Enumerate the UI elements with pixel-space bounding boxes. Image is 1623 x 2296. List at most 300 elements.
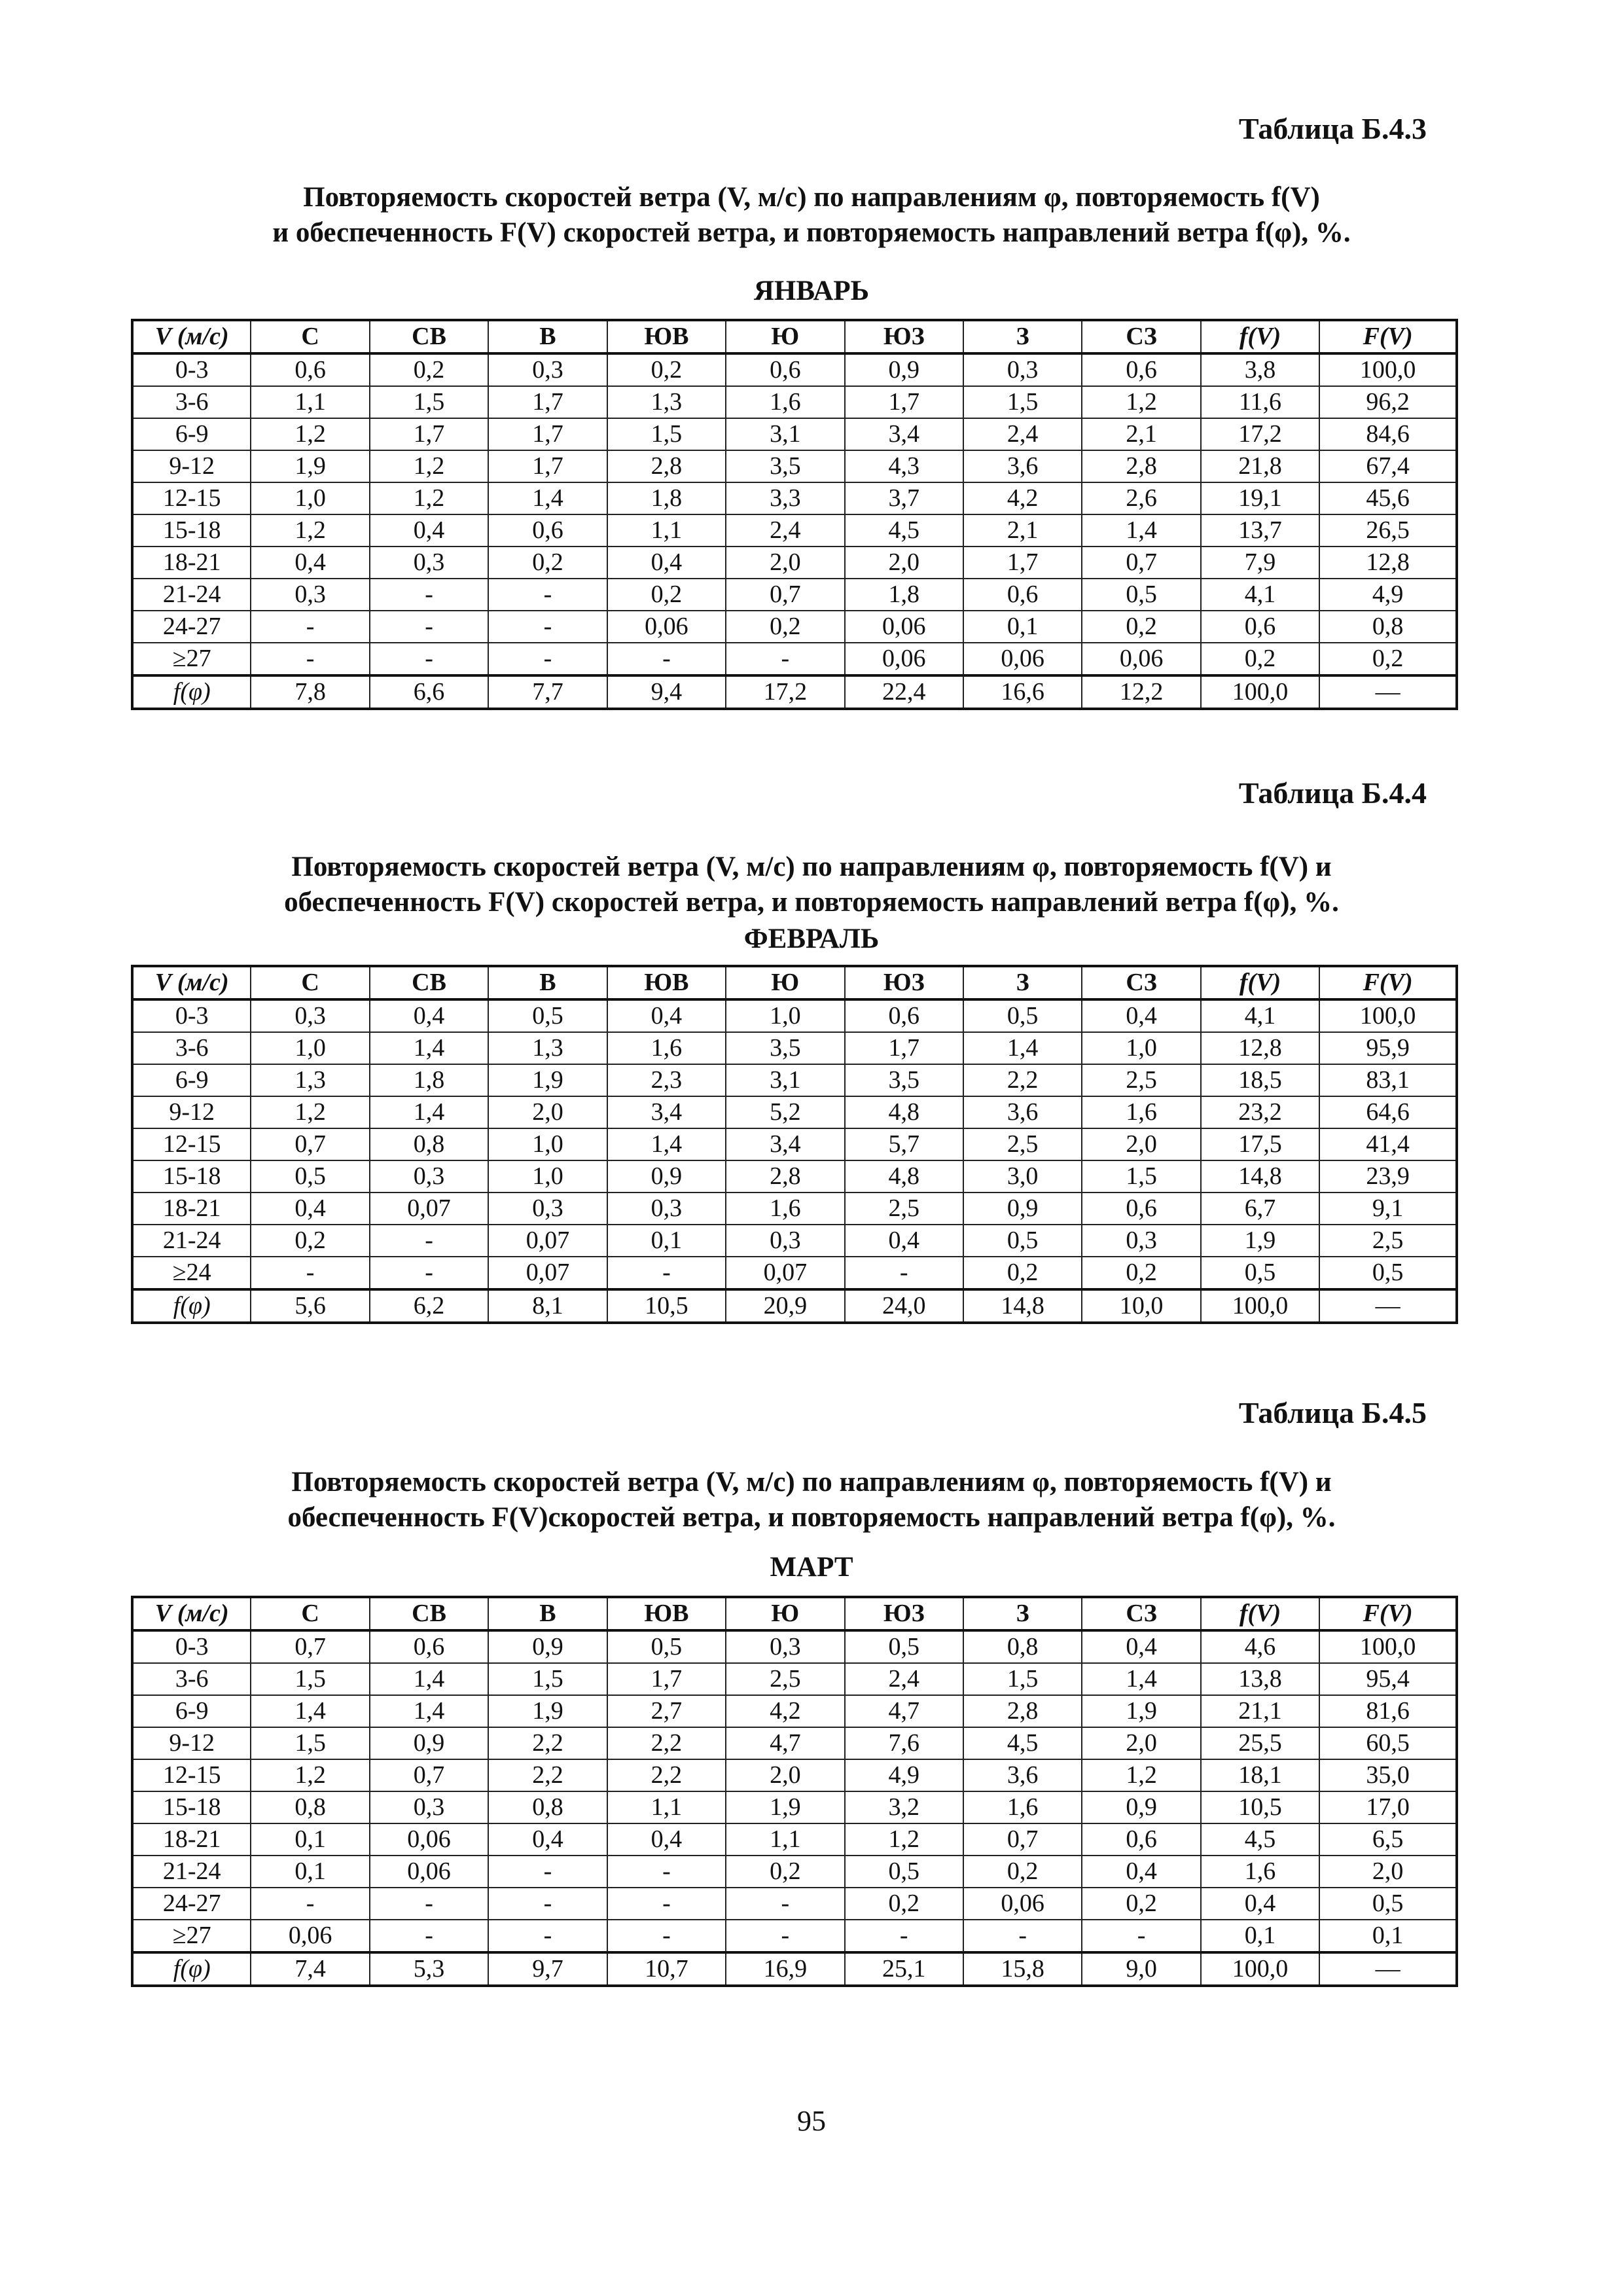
table-cell: 5,6 [251,1289,369,1323]
table-row [132,1663,1457,1695]
table-row [132,450,1457,482]
table-cell: 2,2 [963,1064,1082,1096]
table-cell: 0,4 [488,1823,607,1856]
table-cell: 7,8 [251,675,369,709]
table-cell: 1,4 [251,1695,369,1727]
table-cell: 9,1 [1319,1193,1457,1225]
table-cell: 0,4 [1082,999,1200,1032]
column-header: ЮЗ [845,1597,963,1630]
table-cell: 0,5 [845,1630,963,1663]
table-cell: 0,5 [1319,1257,1457,1289]
table-cell: 1,9 [251,450,369,482]
column-header: F(V) [1319,966,1457,999]
column-header: V (м/с) [132,1597,251,1630]
table-cell: 3,8 [1201,353,1319,386]
table-cell: 0,5 [1201,1257,1319,1289]
table-cell: 0,06 [963,1888,1082,1920]
speed-range-cell: 9-12 [132,1727,251,1759]
table-cell: 0,5 [1319,1888,1457,1920]
table-cell: - [845,1257,963,1289]
table-cell: 0,2 [963,1856,1082,1888]
speed-range-cell: 21-24 [132,1225,251,1257]
table-cell: 0,1 [963,611,1082,643]
table-cell: 1,4 [1082,1663,1200,1695]
caption-line: Повторяемость скоростей ветра (V, м/с) по направлениям φ, повторяемость f(V) и [291,1467,1332,1498]
table-cell: 2,1 [963,514,1082,547]
table-cell: 2,2 [607,1759,726,1791]
table-cell: - [251,643,369,675]
table-cell: 1,2 [251,1759,369,1791]
table-cell: 4,9 [845,1759,963,1791]
table-cell: 0,4 [370,999,488,1032]
table-cell: 2,0 [1082,1128,1200,1160]
table-cell: 10,7 [607,1952,726,1986]
table-cell: 16,9 [726,1952,844,1986]
table-cell: 4,9 [1319,579,1457,611]
table-cell: 0,07 [370,1193,488,1225]
table-cell: 10,5 [607,1289,726,1323]
table-cell: 3,6 [963,450,1082,482]
table-cell: 3,7 [845,482,963,514]
table-cell: 0,5 [963,999,1082,1032]
table-cell: 15,8 [963,1952,1082,1986]
column-header: f(V) [1201,320,1319,353]
table-cell: - [607,1257,726,1289]
table-cell: 0,06 [845,643,963,675]
table-cell: 3,1 [726,418,844,450]
table-cell: 0,9 [845,353,963,386]
column-header: С [251,320,369,353]
column-header: V (м/с) [132,320,251,353]
table-cell: 6,6 [370,675,488,709]
table-cell: 1,4 [963,1032,1082,1064]
table-cell: 7,6 [845,1727,963,1759]
table-cell: 0,6 [370,1630,488,1663]
table-cell: 4,1 [1201,999,1319,1032]
table-cell: 2,0 [1319,1856,1457,1888]
table-cell: 1,7 [488,386,607,418]
table-cell: - [251,1257,369,1289]
table-cell: 5,7 [845,1128,963,1160]
speed-range-cell: 12-15 [132,482,251,514]
row-label-cell: f(φ) [132,1289,251,1323]
table-cell: 3,5 [726,1032,844,1064]
table-cell: - [370,1920,488,1952]
speed-range-cell: 24-27 [132,611,251,643]
table-cell: - [1082,1920,1200,1952]
table-cell: 16,6 [963,675,1082,709]
table-cell: 9,4 [607,675,726,709]
table-row [132,1823,1457,1856]
table-cell: - [845,1920,963,1952]
table-cell: 13,7 [1201,514,1319,547]
table-header-row [132,320,1457,353]
table-cell: 1,1 [607,514,726,547]
speed-range-cell: ≥27 [132,643,251,675]
table-cell: 0,5 [845,1856,963,1888]
table-cell: 3,5 [845,1064,963,1096]
table-cell: 0,3 [1082,1225,1200,1257]
table-header-row [132,966,1457,999]
table-cell: 0,6 [251,353,369,386]
table-cell: 10,5 [1201,1791,1319,1823]
table-cell: 0,2 [370,353,488,386]
table-row [132,579,1457,611]
table-cell: 0,4 [845,1225,963,1257]
table-cell: 20,9 [726,1289,844,1323]
table-cell: 25,5 [1201,1727,1319,1759]
table-cell: 0,3 [251,579,369,611]
table-cell: 1,9 [488,1064,607,1096]
table-cell: - [963,1920,1082,1952]
caption-line: и обеспеченность F(V) скоростей ветра, и повторяемость направлений ветра f(φ), %. [272,217,1351,248]
table-cell: 81,6 [1319,1695,1457,1727]
table-cell: 17,0 [1319,1791,1457,1823]
table-row [132,1727,1457,1759]
table-cell: 0,9 [963,1193,1082,1225]
column-header: В [488,1597,607,1630]
table-row [132,1791,1457,1823]
table-cell: 0,4 [1082,1856,1200,1888]
row-label-cell: f(φ) [132,1952,251,1986]
caption-line: Повторяемость скоростей ветра (V, м/с) по направлениям φ, повторяемость f(V) и [291,852,1332,882]
table-cell: 1,6 [963,1791,1082,1823]
table-row [132,386,1457,418]
table-cell: 1,9 [1082,1695,1200,1727]
table-row [132,514,1457,547]
table-cell: 1,2 [1082,1759,1200,1791]
column-header: ЮВ [607,320,726,353]
table-cell: 6,2 [370,1289,488,1323]
table-cell: 0,2 [607,579,726,611]
table-row [132,1193,1457,1225]
table-cell: 1,4 [370,1663,488,1695]
table-cell: 0,2 [726,611,844,643]
table-cell: - [251,1888,369,1920]
table-row [132,999,1457,1032]
wind-table [131,1596,1458,1987]
table-cell: 1,5 [963,1663,1082,1695]
table-cell: 21,1 [1201,1695,1319,1727]
table-cell: 1,8 [370,1064,488,1096]
table-cell: 35,0 [1319,1759,1457,1791]
table-cell: 1,2 [845,1823,963,1856]
speed-range-cell: 0-3 [132,999,251,1032]
speed-range-cell: 15-18 [132,1160,251,1193]
table-cell: 17,2 [726,675,844,709]
table-cell: 0,6 [845,999,963,1032]
table-cell: 96,2 [1319,386,1457,418]
table-cell: 0,3 [726,1630,844,1663]
table-cell: 1,0 [726,999,844,1032]
table-cell: 3,0 [963,1160,1082,1193]
column-header: В [488,966,607,999]
table-cell: 0,9 [370,1727,488,1759]
table-cell: 1,7 [488,418,607,450]
table-cell: 1,5 [251,1727,369,1759]
table-cell: 0,8 [963,1630,1082,1663]
table-cell: 1,4 [1082,514,1200,547]
table-cell: 2,5 [1082,1064,1200,1096]
table-cell: 0,8 [1319,611,1457,643]
table-cell: 0,07 [726,1257,844,1289]
caption-line: обеспеченность F(V)скоростей ветра, и повторяемость направлений ветра f(φ), %. [287,1502,1336,1533]
table-cell: 2,1 [1082,418,1200,450]
table-cell: — [1319,1289,1457,1323]
table-cell: 4,1 [1201,579,1319,611]
table-cell: 1,7 [607,1663,726,1695]
table-cell: 3,3 [726,482,844,514]
table-cell: 0,7 [963,1823,1082,1856]
table-cell: 0,5 [1082,579,1200,611]
table-cell: 100,0 [1319,999,1457,1032]
table-cell: 0,06 [963,643,1082,675]
table-cell: 1,1 [726,1823,844,1856]
table-cell: 100,0 [1319,353,1457,386]
month-title: ЯНВАРЬ [753,276,870,306]
table-cell: 83,1 [1319,1064,1457,1096]
table-cell: 95,9 [1319,1032,1457,1064]
table-row [132,482,1457,514]
table-cell: 23,2 [1201,1096,1319,1128]
table-cell: 0,3 [370,1160,488,1193]
column-header: С [251,1597,369,1630]
table-row [132,643,1457,675]
column-header: f(V) [1201,966,1319,999]
table-cell: - [251,611,369,643]
table-cell: 1,5 [1082,1160,1200,1193]
wind-table [131,319,1458,710]
table-cell: 1,1 [251,386,369,418]
table-cell: 2,2 [488,1759,607,1791]
table-cell: 1,6 [607,1032,726,1064]
table-cell: 10,0 [1082,1289,1200,1323]
table-cell: 2,4 [845,1663,963,1695]
table-cell: 2,6 [1082,482,1200,514]
table-cell: 1,5 [251,1663,369,1695]
table-cell: 1,7 [370,418,488,450]
table-cell: 17,5 [1201,1128,1319,1160]
table-cell: 1,0 [251,482,369,514]
column-header: СЗ [1082,1597,1200,1630]
speed-range-cell: 21-24 [132,579,251,611]
table-cell: 1,5 [370,386,488,418]
table-cell: 25,1 [845,1952,963,1986]
speed-range-cell: 3-6 [132,1663,251,1695]
table-caption [157,1465,1466,1535]
speed-range-cell: ≥27 [132,1920,251,1952]
table-cell: 0,7 [1082,547,1200,579]
table-cell: 1,5 [488,1663,607,1695]
speed-range-cell: 6-9 [132,1695,251,1727]
column-header: СВ [370,320,488,353]
table-cell: 3,1 [726,1064,844,1096]
table-cell: 0,5 [607,1630,726,1663]
table-header-row [132,1597,1457,1630]
table-cell: - [488,643,607,675]
table-row [132,1128,1457,1160]
table-cell: — [1319,1952,1457,1986]
table-cell: 0,3 [251,999,369,1032]
table-cell: 4,2 [726,1695,844,1727]
table-cell: - [488,1920,607,1952]
table-cell: 0,4 [607,999,726,1032]
table-cell: 0,4 [251,1193,369,1225]
month-title: ФЕВРАЛЬ [743,924,880,954]
table-cell: 0,07 [488,1225,607,1257]
table-row [132,1695,1457,1727]
table-cell: 0,3 [370,547,488,579]
table-cell: 0,5 [488,999,607,1032]
speed-range-cell: 18-21 [132,1823,251,1856]
table-cell: 2,0 [488,1096,607,1128]
table-cell: 0,7 [726,579,844,611]
table-cell: 0,4 [370,514,488,547]
table-cell: 0,2 [963,1257,1082,1289]
table-row [132,1856,1457,1888]
table-cell: 23,9 [1319,1160,1457,1193]
table-cell: 0,2 [607,353,726,386]
table-cell: 60,5 [1319,1727,1457,1759]
table-cell: - [488,611,607,643]
table-cell: 3,2 [845,1791,963,1823]
table-cell: 8,1 [488,1289,607,1323]
table-cell: 3,4 [845,418,963,450]
table-cell: 2,0 [726,1759,844,1791]
table-row [132,1064,1457,1096]
table-cell: 1,6 [1201,1856,1319,1888]
table-cell: 2,4 [726,514,844,547]
table-cell: 84,6 [1319,418,1457,450]
table-cell: 4,5 [963,1727,1082,1759]
table-cell: 7,9 [1201,547,1319,579]
table-cell: 95,4 [1319,1663,1457,1695]
speed-range-cell: 24-27 [132,1888,251,1920]
table-cell: 1,4 [370,1695,488,1727]
table-cell: 1,4 [488,482,607,514]
table-row [132,1888,1457,1920]
table-cell: 0,3 [607,1193,726,1225]
table-cell: - [370,611,488,643]
speed-range-cell: 21-24 [132,1856,251,1888]
table-cell: - [607,643,726,675]
table-cell: 2,4 [963,418,1082,450]
table-cell: 0,3 [726,1225,844,1257]
table-cell: - [607,1888,726,1920]
table-cell: 18,5 [1201,1064,1319,1096]
table-cell: 0,9 [1082,1791,1200,1823]
table-cell: 0,9 [607,1160,726,1193]
column-header: СЗ [1082,966,1200,999]
speed-range-cell: ≥24 [132,1257,251,1289]
wind-table [131,965,1458,1324]
table-cell: 1,0 [488,1160,607,1193]
table-row [132,1160,1457,1193]
table-cell: 0,8 [488,1791,607,1823]
table-row [132,1920,1457,1952]
table-cell: - [488,1856,607,1888]
table-cell: 0,9 [488,1630,607,1663]
table-cell: 1,6 [726,1193,844,1225]
table-cell: 0,06 [370,1856,488,1888]
column-header: В [488,320,607,353]
direction-frequency-row [132,1289,1457,1323]
table-cell: 0,6 [963,579,1082,611]
table-cell: 1,6 [1082,1096,1200,1128]
speed-range-cell: 0-3 [132,353,251,386]
table-cell: - [370,1225,488,1257]
table-cell: 100,0 [1319,1630,1457,1663]
column-header: F(V) [1319,1597,1457,1630]
table-cell: 0,6 [488,514,607,547]
table-cell: 0,3 [370,1791,488,1823]
table-cell: - [488,579,607,611]
table-cell: 1,9 [488,1695,607,1727]
column-header: СВ [370,1597,488,1630]
table-cell: 1,2 [251,514,369,547]
row-label-cell: f(φ) [132,675,251,709]
table-cell: 4,2 [963,482,1082,514]
table-cell: - [726,1888,844,1920]
table-cell: 1,0 [251,1032,369,1064]
speed-range-cell: 9-12 [132,450,251,482]
table-cell: 0,6 [1082,1823,1200,1856]
table-cell: 1,7 [488,450,607,482]
table-cell: - [370,1257,488,1289]
table-cell: 1,9 [726,1791,844,1823]
speed-range-cell: 15-18 [132,1791,251,1823]
month-title: МАРТ [770,1552,853,1583]
table-cell: 4,5 [845,514,963,547]
table-cell: - [607,1920,726,1952]
table-cell: 1,2 [251,1096,369,1128]
column-header: V (м/с) [132,966,251,999]
column-header: ЮЗ [845,966,963,999]
table-cell: 0,06 [845,611,963,643]
table-cell: 9,7 [488,1952,607,1986]
table-cell: - [607,1856,726,1888]
table-row [132,1759,1457,1791]
table-cell: 0,4 [1082,1630,1200,1663]
column-header: F(V) [1319,320,1457,353]
table-cell: 0,8 [251,1791,369,1823]
table-cell: 11,6 [1201,386,1319,418]
table-cell: - [370,579,488,611]
table-cell: 3,4 [726,1128,844,1160]
table-row [132,418,1457,450]
table-row [132,1225,1457,1257]
table-cell: 7,7 [488,675,607,709]
table-cell: 0,06 [1082,643,1200,675]
table-row [132,1096,1457,1128]
table-cell: 1,0 [488,1128,607,1160]
column-header: С [251,966,369,999]
table-cell: 1,1 [607,1791,726,1823]
table-cell: 0,2 [1201,643,1319,675]
table-cell: 2,5 [726,1663,844,1695]
table-cell: - [726,1920,844,1952]
table-cell: 0,06 [370,1823,488,1856]
table-cell: 1,2 [370,482,488,514]
direction-frequency-row [132,1952,1457,1986]
table-cell: 0,6 [1201,611,1319,643]
table-cell: 0,6 [1082,353,1200,386]
table-cell: 2,0 [845,547,963,579]
table-cell: 2,8 [726,1160,844,1193]
table-cell: 1,4 [370,1096,488,1128]
column-header: Ю [726,320,844,353]
table-cell: 26,5 [1319,514,1457,547]
